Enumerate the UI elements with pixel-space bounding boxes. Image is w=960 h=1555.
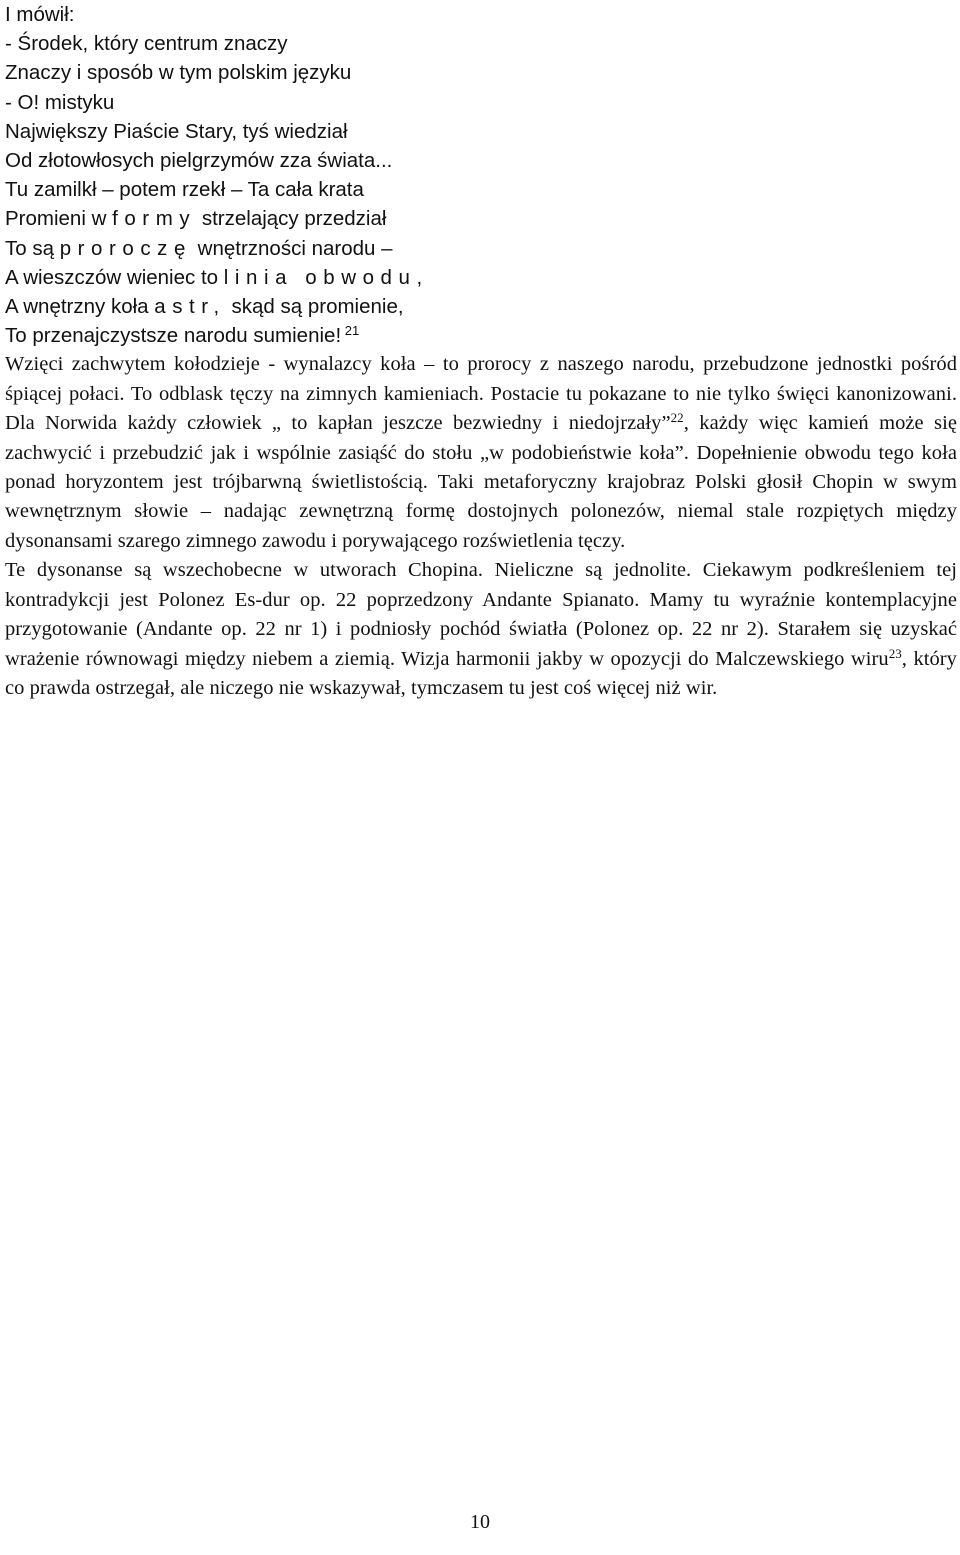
poem-text: To są xyxy=(5,236,60,260)
paragraph xyxy=(5,350,957,556)
footnote-marker: 22 xyxy=(670,410,684,426)
paragraph-text: , który co prawda ostrzegał, ale niczego nie wskazywał, tymczasem tu jest coś więcej niż wir. xyxy=(5,647,957,699)
document-page xyxy=(5,0,957,703)
footnote-marker: 21 xyxy=(341,323,360,339)
poem-quote xyxy=(5,0,957,350)
poem-line xyxy=(5,321,957,350)
poem-text: I mówił: xyxy=(5,3,75,26)
poem-text: A wieszczów wieniec to xyxy=(5,265,224,289)
poem-line xyxy=(5,0,957,29)
poem-spaced-text: astr, xyxy=(154,295,226,319)
paragraph-text: , każdy więc kamień może się zachwycić i przebudzić jak i wspólnie zasiąść do stołu „w podobieństwie koła”. Dopełnienie obwodu tego koła ponad horyzontem jest trójbarwną świetlistością. Taki metaforyczny krajobraz Polski głosił Chopin w swym wewnętrznym słowie – nadając zewnętrzną formę dostojnych polonezów, niemal stale rozpiętych między dysonansami szarego zimnego zawodu i porywającego rozświetlenia tęczy. xyxy=(5,412,957,552)
poem-line xyxy=(5,88,957,117)
poem-text: skąd są promienie, xyxy=(225,295,404,319)
poem-line xyxy=(5,234,957,263)
poem-line xyxy=(5,146,957,175)
poem-spaced-text: proroczę xyxy=(59,236,192,260)
poem-line xyxy=(5,175,957,204)
poem-text: Tu zamilkł – potem rzekł – Ta cała krata xyxy=(5,178,364,202)
footnote-marker: 23 xyxy=(888,645,902,661)
paragraph-text: Te dysonanse są wszechobecne w utworach Chopina. Nieliczne są jednolite. Ciekawym podkreśleniem tej kontradykcji jest Polonez Es-dur op. 22 poprzedzony Andante Spianato. Mamy tu wyraźnie kontemplacyjne przygotowanie (Andante op. 22 nr 1) i podniosły pochód światła (Polonez op. 22 nr 2). Starałem się uzyskać wrażenie równowagi między niebem a ziemią. Wizja harmonii jakby w opozycji do Malczewskiego wiru xyxy=(5,559,957,670)
poem-line xyxy=(5,292,957,321)
poem-text: Znaczy i sposób w tym polskim języku xyxy=(5,61,352,85)
poem-spaced-text: linia obwodu, xyxy=(223,265,429,289)
poem-text: - Środek, który centrum znaczy xyxy=(5,32,288,56)
poem-spaced-text: formy xyxy=(112,207,197,231)
poem-text: Promieni w xyxy=(5,207,113,231)
poem-text: - O! mistyku xyxy=(5,90,115,114)
page-number: 10 xyxy=(470,1511,490,1533)
poem-line xyxy=(5,204,957,233)
poem-text: To przenajczystsze narodu sumienie! xyxy=(5,324,342,348)
poem-line xyxy=(5,58,957,87)
poem-text: Od złotowłosych pielgrzymów zza świata... xyxy=(5,149,393,173)
poem-line xyxy=(5,263,957,292)
poem-line xyxy=(5,29,957,58)
poem-text: A wnętrzny koła xyxy=(5,295,155,319)
body-text xyxy=(5,350,957,703)
poem-line xyxy=(5,117,957,146)
poem-text: wnętrzności narodu – xyxy=(191,236,393,260)
poem-text: Największy Piaście Stary, tyś wiedział xyxy=(5,119,348,143)
poem-text: strzelający przedział xyxy=(196,207,387,231)
paragraph-text: Wzięci zachwytem kołodzieje - wynalazcy koła – to prorocy z naszego narodu, przebudzone jednostki pośród śpiącej połaci. To odblask tęczy na zimnych kamieniach. Postacie tu pokazane to nie tylko święci kanonizowani. Dla Norwida każdy człowiek „ to kapłan jeszcze bezwiedny i niedojrzały” xyxy=(5,353,957,435)
paragraph xyxy=(5,556,957,703)
